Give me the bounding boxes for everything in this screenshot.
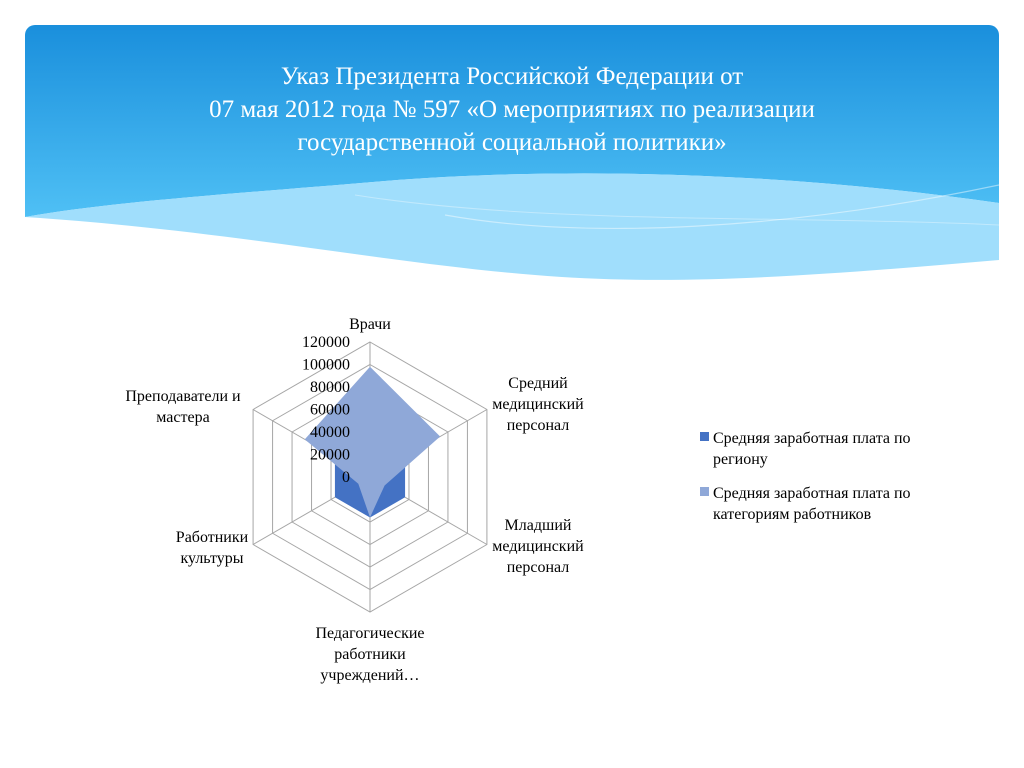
legend-entry	[713, 430, 911, 468]
tick-label: 100000	[302, 356, 350, 374]
category-label-line: учреждений…	[320, 667, 420, 684]
legend-swatch	[700, 487, 709, 496]
legend-entry	[713, 485, 911, 523]
category-label	[125, 388, 241, 426]
category-label-line: Преподаватели и	[125, 388, 241, 405]
category-label-line: персонал	[506, 417, 570, 434]
category-label-line: культуры	[180, 550, 244, 567]
category-label	[349, 316, 391, 333]
legend-swatch	[700, 432, 709, 441]
slide-title-line: Указ Президента Российской Федерации от	[280, 63, 744, 90]
category-label	[492, 375, 584, 434]
slide-title-line: государственной социальной политики»	[297, 129, 727, 156]
category-label-line: персонал	[506, 559, 570, 576]
category-label	[176, 529, 249, 567]
tick-label: 120000	[302, 334, 350, 351]
tick-label: 40000	[310, 424, 350, 441]
tick-label: 80000	[310, 379, 350, 396]
category-label	[315, 625, 424, 684]
category-label-line: Педагогические	[315, 625, 425, 642]
category-label	[492, 517, 584, 576]
slide-title-line: 07 мая 2012 года № 597 «О мероприятиях по реализации	[209, 96, 815, 123]
tick-label: 60000	[310, 401, 350, 419]
legend-entry-line: Средняя заработная плата по	[713, 430, 911, 447]
category-label-line: медицинский	[492, 538, 584, 555]
legend-entry-line: Средняя заработная плата по	[713, 485, 911, 502]
legend-entry-line: региону	[713, 451, 768, 468]
tick-label: 20000	[310, 446, 350, 464]
category-label-line: медицинский	[492, 396, 584, 413]
category-label-line: Работники	[175, 529, 249, 546]
legend-entry-line: категориям работников	[713, 506, 872, 523]
category-label-line: мастера	[156, 409, 210, 426]
category-label-line: работники	[334, 646, 406, 663]
category-label-line: Средний	[508, 375, 568, 392]
tick-label: 0	[342, 469, 350, 486]
category-label-line: Врачи	[349, 316, 391, 333]
category-label-line: Младший	[504, 517, 572, 534]
